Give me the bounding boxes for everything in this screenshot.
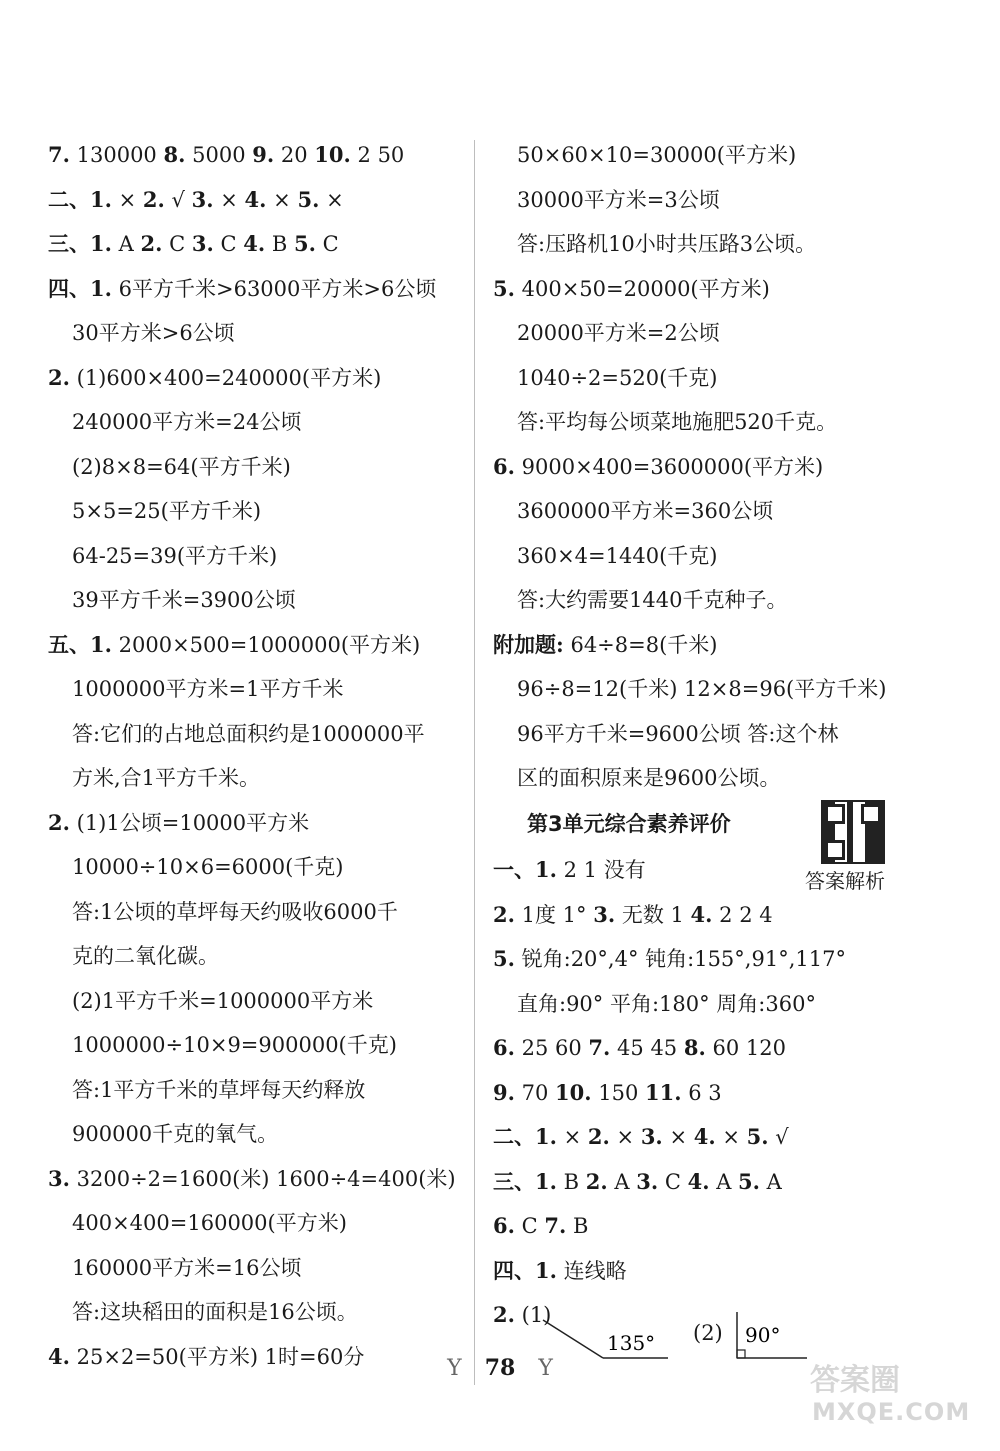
answer-text: 答:1平方千米的草坪每天约释放 [72,1077,366,1102]
answer-line [493,1078,722,1108]
answer-text: 2 1 没有 [563,858,646,882]
question-number: 四、1. [493,1257,557,1283]
answer-line [48,274,436,304]
answer-line [72,318,235,348]
answer-text: 1000000÷10×9=900000(千克) [72,1033,397,1057]
question-number: 附加题: [493,631,564,657]
answer-line [517,407,837,437]
answer-text: 1040÷2=520(千克) [517,365,718,390]
answer-line [72,541,277,571]
answer-text: 1度 1° [521,902,594,927]
answer-text: 2 2 4 [719,902,773,927]
answer-text: 130000 [76,143,157,167]
answer-text: 6平方千米>63000平方米>6公顷 [118,276,437,301]
answer-line [493,1211,588,1241]
answer-line [72,986,373,1016]
answer-text: 10000÷10×6=6000(千克) [72,855,344,879]
answer-text: 25 60 [521,1036,589,1060]
question-number: 2. [493,901,515,927]
answer-line [48,1164,456,1194]
answer-line [72,941,219,971]
answer-text: 方米,合1平方千米。 [72,766,261,790]
answer-line [72,585,296,615]
answer-text: 9000×400=3600000(平方米) [521,454,824,479]
question-number: 2. [48,364,70,390]
answer-text: 无数 1 [621,902,691,927]
answer-text: 区的面积原来是9600公顷。 [517,766,781,790]
answer-line [493,452,823,482]
answer-line [517,229,816,259]
decor-right-icon: Y [538,1356,553,1381]
answer-text: 64÷8=8(千米) [570,632,718,657]
answer-line [517,989,816,1019]
answer-line [493,1300,551,1330]
answer-line [72,852,344,882]
watermark-url: MXQE.COM [812,1398,971,1426]
answer-text: 连线略 [563,1258,627,1283]
answer-text: 克的二氧化碳。 [72,944,219,968]
answer-line [48,140,404,170]
answer-line [517,140,796,170]
answer-text: C [220,232,237,256]
decor-left-icon: Y [447,1356,462,1381]
answer-text: C [169,232,186,256]
answer-line [517,318,720,348]
angle-135-label: 135° [607,1331,656,1355]
question-number: 五、1. [48,631,112,657]
watermark-logo: 答案圈 [810,1363,900,1398]
question-number: 四、1. [48,275,112,301]
answer-line [48,229,339,259]
answer-text: (2)1平方千米=1000000平方米 [72,988,374,1013]
answer-line [493,274,770,304]
answer-line [517,541,717,571]
answer-line [72,452,291,482]
question-number: 6. [493,1035,515,1060]
answer-text: 3600000平方米=360公顷 [517,499,774,523]
answer-analysis-label: 答案解析 [805,869,885,893]
question-number: 4. [48,1343,70,1369]
question-number: 7. [544,1213,567,1238]
answer-line [493,1033,786,1063]
question-number: 5. [738,1168,760,1194]
question-number: 5. [493,946,515,971]
answer-text: C [664,1169,688,1194]
answer-text: 1000000平方米=1平方千米 [72,677,344,701]
answer-text: 30平方米>6公顷 [72,321,235,345]
answer-text: 360×4=1440(千克) [517,543,718,568]
question-number: 9. [252,142,275,167]
answer-line [517,674,886,704]
answer-text: × [273,187,291,212]
answer-text: 直角:90° 平角:180° 周角:360° [517,991,816,1016]
question-number: 6. [493,453,515,479]
answer-line [48,363,381,393]
answer-line [72,763,260,793]
question-number: 二、1. [48,186,112,212]
question-number: 3. [48,1165,70,1191]
answer-text: 64-25=39(平方千米) [72,543,278,568]
answer-text: (1) [521,1303,552,1327]
question-number: 2. [142,186,165,212]
answer-text: 20 [280,143,308,167]
answer-text: A [118,232,134,256]
answer-line [493,944,846,974]
answer-line [517,719,839,749]
question-number: 2. [48,809,70,835]
answer-text: × [563,1125,588,1149]
question-number: 3. [191,231,214,256]
question-number: 3. [191,186,214,212]
question-number: 三、1. [48,231,112,256]
answer-text: 5000 [192,143,246,167]
question-number: 7. [48,142,70,167]
question-number: 7. [588,1035,611,1060]
answer-text: 答:它们的占地总面积约是1000000平 [72,721,425,746]
answer-text: 2000×500=1000000(平方米) [118,632,421,657]
answer-line [72,407,301,437]
question-number: 6. [493,1213,515,1238]
question-number: 一、1. [493,857,557,882]
question-number: 3. [593,901,616,927]
answer-line [72,719,425,749]
question-number: 5. [297,186,320,212]
answer-line [517,763,780,793]
question-number: 3. [640,1124,663,1149]
question-number: 2. [587,1124,610,1149]
answer-text: C [521,1214,545,1238]
answer-line [493,855,646,885]
question-number: 5. [294,231,316,256]
answer-text: 2 50 [357,143,405,167]
question-number: 10. [555,1079,592,1105]
page-number: 78 [484,1355,516,1381]
answer-text: 6 3 [688,1080,722,1105]
answer-text: 答:平均每公顷菜地施肥520千克。 [517,410,838,434]
question-number: 4. [693,1124,716,1149]
answer-text: 160000平方米=16公顷 [72,1255,302,1280]
qr-code-icon[interactable] [821,800,885,864]
answer-text: A [766,1169,782,1194]
answer-line [72,897,398,927]
answer-text: 96÷8=12(千米) 12×8=96(平方千米) [517,677,887,701]
answer-text: B [563,1169,586,1194]
answer-text: 3200÷2=1600(米) 1600÷4=400(米) [76,1166,456,1191]
answer-line [72,1297,358,1327]
question-number: 2. [493,1302,515,1327]
question-number: 4. [690,901,713,927]
answer-line [72,1253,301,1283]
answer-text: 150 [598,1080,646,1105]
answer-text: (1)1公顷=10000平方米 [76,810,310,835]
answer-line [72,1119,278,1149]
answer-text: × [616,1125,641,1149]
answer-text: (2)8×8=64(平方千米) [72,454,291,479]
answer-line [517,363,717,393]
answer-text: 50×60×10=30000(平方米) [517,143,797,167]
answer-text: × [326,187,344,212]
answer-text: 400×50=20000(平方米) [521,276,770,301]
question-number: 11. [645,1079,682,1105]
question-number: 3. [636,1168,659,1194]
answer-text: (1)600×400=240000(平方米) [76,365,382,390]
question-number: 4. [244,186,267,212]
question-number: 4. [243,231,266,256]
answer-text: B [271,232,288,256]
column-divider [474,140,475,1385]
angle2-prefix: (2) [693,1321,723,1345]
answer-text: B [573,1214,589,1238]
answer-line [493,1256,627,1286]
answer-text: 96平方千米=9600公顷 答:这个林 [517,721,839,746]
question-number: 8. [683,1035,706,1060]
answer-line [493,900,773,930]
question-number: 5. [493,275,515,301]
answer-line [517,585,788,615]
answer-line [517,185,720,215]
answer-text: × [118,187,137,212]
answer-text: 900000千克的氧气。 [72,1122,279,1146]
answer-text: 400×400=160000(平方米) [72,1211,347,1235]
answer-text: 答:压路机10小时共压路3公顷。 [517,232,817,256]
answer-text: 39平方千米=3900公顷 [72,588,296,612]
answer-text: 45 45 [617,1036,684,1060]
answer-text: 答:1公顷的草坪每天约吸收6000千 [72,899,398,924]
answer-text: A [716,1169,739,1194]
answer-text: × [722,1125,747,1149]
answer-text: 5×5=25(平方千米) [72,499,262,523]
answer-text: 20000平方米=2公顷 [517,321,720,345]
answer-line [72,1075,365,1105]
answer-line [48,185,344,215]
question-number: 8. [163,142,186,167]
section-title: 第3单元综合素养评价 [527,812,731,836]
answer-line [493,1122,789,1152]
answer-line [72,674,343,704]
answer-text: × [669,1125,694,1149]
answer-line [493,1167,782,1197]
answer-text: 答:大约需要1440千克种子。 [517,588,788,612]
answer-text: 30000平方米=3公顷 [517,187,720,212]
answer-line [72,1208,347,1238]
answer-text: C [322,232,339,256]
answer-line [72,1030,397,1060]
answer-text: √ [171,187,185,212]
answer-text: A [614,1169,637,1194]
answer-text: 70 [521,1080,556,1105]
answer-line [72,496,261,526]
answer-line [48,808,309,838]
answer-line [48,630,420,660]
angle-90-label: 90° [745,1323,781,1347]
answer-text: × [220,187,238,212]
question-number: 5. [746,1124,769,1149]
question-number: 9. [493,1079,515,1105]
answer-text: 240000平方米=24公顷 [72,410,302,434]
question-number: 三、1. [493,1168,557,1194]
answer-text: 60 120 [712,1036,786,1060]
question-number: 4. [687,1168,710,1194]
answer-line [493,630,717,660]
answer-text: √ [775,1125,789,1149]
question-number: 2. [140,231,163,256]
question-number: 2. [585,1168,608,1194]
answer-line [517,496,773,526]
question-number: 二、1. [493,1124,557,1149]
question-number: 10. [314,142,351,167]
answer-text: 25×2=50(平方米) 1时=60分 [76,1344,365,1369]
answer-text: 答:这块稻田的面积是16公顷。 [72,1300,358,1324]
answer-text: 锐角:20°,4° 钝角:155°,91°,117° [521,947,846,971]
